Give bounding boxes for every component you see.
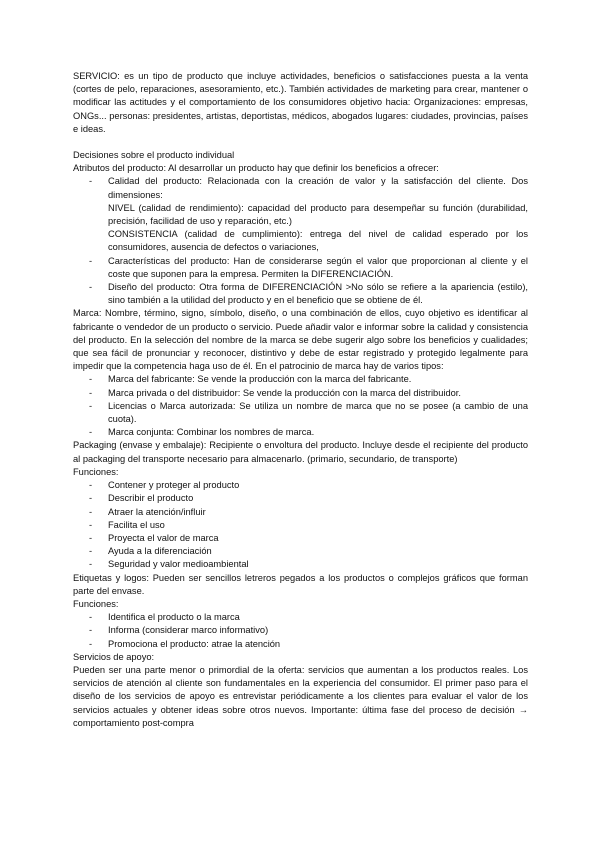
- bullet-dash: -: [89, 400, 93, 411]
- list-item: [73, 373, 528, 386]
- decisiones-heading: Decisiones sobre el producto individual: [73, 150, 235, 161]
- bullet-dash: -: [89, 282, 93, 293]
- document-body: [73, 70, 528, 730]
- marca-item: Marca conjunta: Combinar los nombres de marca.: [108, 427, 315, 438]
- list-item: [73, 400, 528, 426]
- list-item: [73, 611, 528, 624]
- paragraph-spacer: [73, 136, 528, 149]
- list-item: [73, 519, 528, 532]
- packaging-item: Proyecta el valor de marca: [108, 532, 219, 543]
- bullet-dash: -: [89, 519, 93, 530]
- list-item: [73, 479, 528, 492]
- marca-paragraph: Marca: Nombre, término, signo, símbolo, diseño, o una combinación de ellos, cuyo objetivo es identificar al fabricante o vendedor de un producto o servicio. Puede añadir valor e informar sobre la calidad y consistencia del producto. En la selección del nombre de la marca se debe sugerir algo sobre los beneficios y cualidades; que sea fácil de pronunciar y reconocer, distintivo y debe de estar registrado y protegido legalmente para impedir que la competencia haga uso de él. En el patrocinio de marca hay de varios tipos:: [73, 308, 528, 372]
- packaging-item: Facilita el uso: [108, 519, 165, 530]
- marca-list: [73, 373, 528, 439]
- list-item: [73, 638, 528, 651]
- list-item: [73, 255, 528, 281]
- packaging-item: Describir el producto: [108, 493, 194, 504]
- bullet-dash: -: [89, 255, 93, 266]
- packaging-list: [73, 479, 528, 571]
- packaging-item: Ayuda a la diferenciación: [108, 546, 212, 557]
- servicio-paragraph: SERVICIO: es un tipo de producto que incluye actividades, beneficios o satisfacciones puesta a la venta (cortes de pelo, reparaciones, asesoramiento, etc.). También actividades de marketing para crear, mantener o modificar las actitudes y el comportamiento de los consumidores objetivo hacia: Organizaciones: empresas, ONGs... personas: presidentes, artistas, deportistas, médicos, abogados lugares: ciudades, provincias, países e ideas.: [73, 71, 528, 134]
- funciones-label: Funciones:: [73, 598, 119, 609]
- list-item: [73, 426, 528, 439]
- bullet-dash: -: [89, 493, 93, 504]
- bullet-dash: -: [89, 387, 93, 398]
- diseno-text: Diseño del producto: Otra forma de DIFERENCIACIÓN >No sólo se refiere a la apariencia (estilo), sino también a la utilidad del producto y en el beneficio que se obtiene de él.: [108, 282, 528, 306]
- etiquetas-item: Informa (considerar marco informativo): [108, 625, 269, 636]
- marca-item: Marca del fabricante: Se vende la producción con la marca del fabricante.: [108, 374, 412, 385]
- funciones-label: Funciones:: [73, 466, 119, 477]
- packaging-item: Atraer la atención/influir: [108, 506, 206, 517]
- caracteristicas-text: Características del producto: Han de considerarse según el valor que proporcionan al cliente y el coste que suponen para la empresa. Permiten la DIFERENCIACIÓN.: [108, 255, 528, 279]
- atributos-intro: Atributos del producto: Al desarrollar un producto hay que definir los beneficios a ofrecer:: [73, 163, 439, 174]
- calidad-text: Calidad del producto: Relacionada con la creación de valor y la satisfacción del cliente. Dos dimensiones:: [108, 176, 528, 200]
- marca-item: Marca privada o del distribuidor: Se vende la producción con la marca del distribuidor.: [108, 387, 461, 398]
- list-item: [73, 492, 528, 505]
- bullet-dash: -: [89, 506, 93, 517]
- packaging-item: Contener y proteger al producto: [108, 480, 240, 491]
- marca-item: Licencias o Marca autorizada: Se utiliza un nombre de marca que no se posee (a cambio de una cuota).: [108, 400, 528, 425]
- packaging-paragraph: Packaging (envase y embalaje): Recipiente o envoltura del producto. Incluye desde el recipiente del producto al packaging del transporte necesario para almacenarlo. (primario, secundario, de transporte): [73, 440, 528, 464]
- consistencia-text: CONSISTENCIA (calidad de cumplimiento): entrega del nivel de calidad esperado por los consumidores, ausencia de defectos o variaciones,: [108, 229, 528, 253]
- bullet-dash: -: [89, 176, 93, 187]
- etiquetas-item: Identifica el producto o la marca: [108, 612, 240, 623]
- etiquetas-list: [73, 611, 528, 651]
- list-item: [73, 558, 528, 571]
- nivel-text: NIVEL (calidad de rendimiento): capacidad del producto para desempeñar su función (durabilidad, precisión, facilidad de uso y reparación, etc.): [108, 202, 528, 227]
- list-item: [73, 175, 528, 254]
- list-item: [73, 532, 528, 545]
- list-item: [73, 624, 528, 637]
- list-item: [73, 506, 528, 519]
- atributos-list: [73, 175, 528, 307]
- list-item: [73, 387, 528, 400]
- bullet-dash: -: [89, 427, 93, 438]
- servicios-heading: Servicios de apoyo:: [73, 651, 155, 662]
- bullet-dash: -: [89, 625, 93, 636]
- list-item: [73, 281, 528, 307]
- etiquetas-paragraph: Etiquetas y logos: Pueden ser sencillos letreros pegados a los productos o complejos gráficos que forman parte del envase.: [73, 572, 528, 596]
- bullet-dash: -: [89, 559, 93, 570]
- servicios-paragraph: Pueden ser una parte menor o primordial de la oferta: servicios que aumentan a los productos reales. Los servicios de atención al cliente son fundamentales en la experiencia del consumidor. El primer paso para el diseño de los servicios de apoyo es entrevistar periódicamente a los clientes para evaluar el valor de los servicios actuales y obtener ideas sobre otros nuevos. Importante: última fase del proceso de decisión → comportamiento post-compra: [73, 664, 528, 728]
- bullet-dash: -: [89, 638, 93, 649]
- packaging-item: Seguridad y valor medioambiental: [108, 559, 249, 570]
- list-item: [73, 545, 528, 558]
- etiquetas-item: Promociona el producto: atrae la atención: [108, 638, 281, 649]
- bullet-dash: -: [89, 374, 93, 385]
- bullet-dash: -: [89, 480, 93, 491]
- bullet-dash: -: [89, 532, 93, 543]
- bullet-dash: -: [89, 612, 93, 623]
- bullet-dash: -: [89, 546, 93, 557]
